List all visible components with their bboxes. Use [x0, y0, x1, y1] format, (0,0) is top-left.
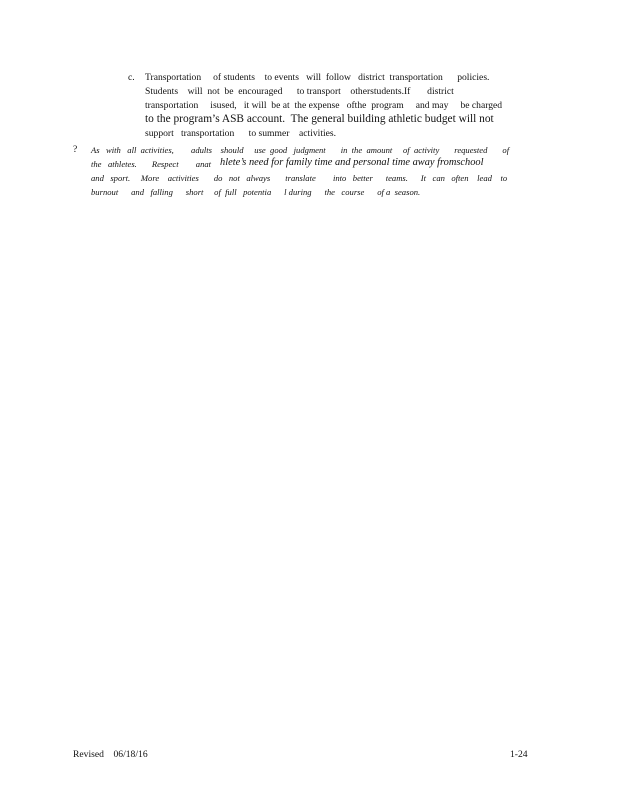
bullet-line-2b: hlete’s need for family time and personal time away fromschool: [220, 157, 484, 168]
item-c-line-4: to the program’s ASB account. The general building athletic budget will not: [145, 113, 494, 125]
footer-page-number: 1-24: [510, 749, 528, 760]
bullet-line-2a: the athletes. Respect anat: [91, 159, 212, 169]
item-c-line-3: transportation isused, it will be at the expense ofthe program and may be charged: [145, 100, 503, 111]
item-c-line-2: Students will not be encouraged to transport otherstudents.If district: [145, 86, 454, 97]
item-c-line-1: Transportation of students to events will follow district transportation policies.: [145, 72, 490, 83]
footer-revised-date: Revised 06/18/16: [73, 749, 148, 760]
bullet-line-4: burnout and falling short of full potentia l during the course of a season.: [91, 187, 421, 197]
item-c-marker: c.: [128, 72, 135, 83]
bullet-line-3: and sport. More activities do not always translate into better teams. It can often lead to: [91, 173, 508, 183]
bullet-marker: ?: [73, 144, 78, 155]
item-c-line-5: support transportation to summer activities.: [145, 128, 337, 139]
bullet-line-1: As with all activities, adults should use good judgment in the amount of activity requested of: [91, 145, 510, 155]
